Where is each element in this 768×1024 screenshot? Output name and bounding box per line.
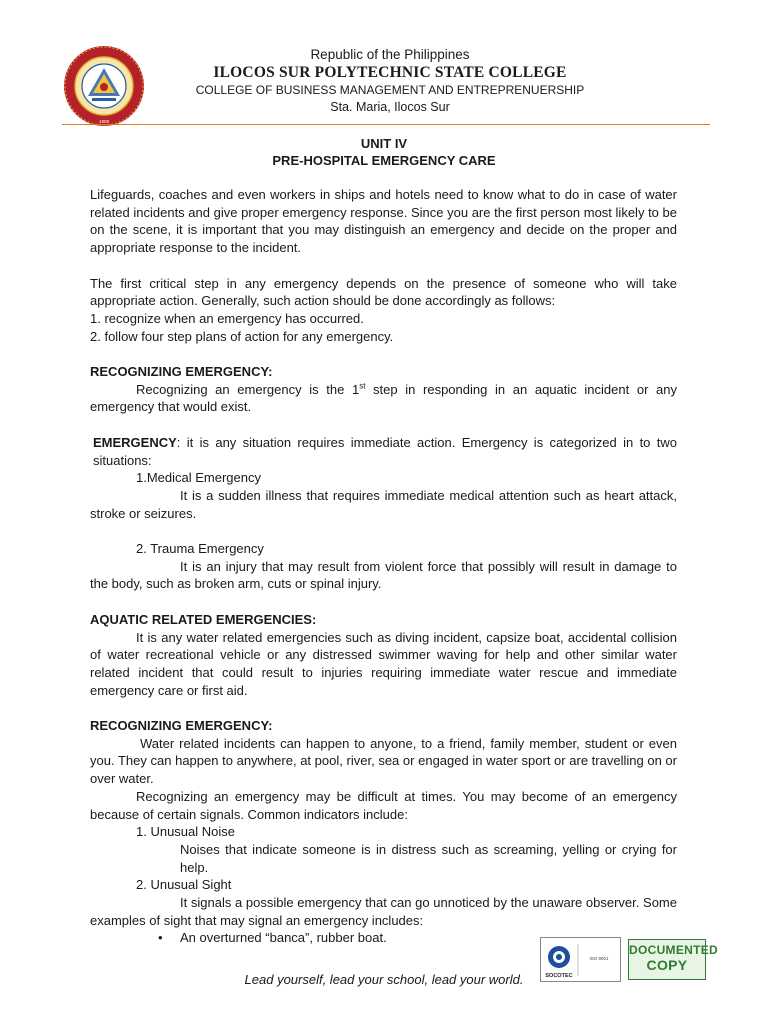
trauma-emergency-text: It is an injury that may result from violent force that possibly will result in damage to the body, such as broken arm, cuts or spinal injury. xyxy=(90,558,677,592)
unit-number: UNIT IV xyxy=(360,136,408,151)
emergency-definition xyxy=(90,434,677,469)
cert-label: SOCOTEC xyxy=(545,973,573,979)
bullet-icon: • xyxy=(158,930,163,946)
stamp-line-1: DOCUMENTED xyxy=(629,943,718,957)
trauma-emergency-label: 2. Trauma Emergency xyxy=(136,541,264,556)
stamp-line-2: COPY xyxy=(646,957,688,973)
footer-motto: Lead yourself, lead your school, lead your world. xyxy=(244,972,524,987)
seal-year: 1908 xyxy=(98,119,110,124)
address-line: Sta. Maria, Ilocos Sur xyxy=(330,100,450,114)
document-body xyxy=(90,186,677,947)
step-1: 1. recognize when an emergency has occurred. xyxy=(90,310,364,326)
recognizing-2-paragraph-2: Recognizing an emergency may be difficult at times. You may become of an emergency because of certain signals. Common indicators include: xyxy=(90,788,677,822)
unusual-noise-text: Noises that indicate someone is in distress such as screaming, yelling or crying for help. xyxy=(180,841,677,875)
medical-emergency-text: It is a sudden illness that requires immediate medical attention such as heart attack, stroke or seizures. xyxy=(90,487,677,521)
institution-name: ILOCOS SUR POLYTECHNIC STATE COLLEGE xyxy=(213,64,567,81)
aquatic-paragraph: It is any water related emergencies such as diving incident, capsize boat, accidental collision of water recreational vehicle or any distressed swimmer waving for help and other similar water related incident that could result to injuries requiring immediate water rescue and immediate emergency care or first aid. xyxy=(90,629,677,698)
emergency-term: EMERGENCY xyxy=(93,434,177,450)
iso-label: ISO 9001 xyxy=(589,956,609,961)
college-seal-logo xyxy=(62,44,146,128)
unusual-sight-label: 2. Unusual Sight xyxy=(136,877,232,893)
emergency-definition-text: : it is any situation requires immediate action. Emergency is categorized in to two situations: xyxy=(93,434,677,468)
country-line: Republic of the Philippines xyxy=(310,47,470,62)
section-heading-recognizing: RECOGNIZING EMERGENCY: xyxy=(90,364,273,379)
step-2: 2. follow four step plans of action for any emergency. xyxy=(90,328,394,344)
header-divider xyxy=(62,124,710,125)
recognizing-text-b: step in responding in an aquatic incident or any emergency that would exist. xyxy=(90,381,677,415)
section-heading-aquatic: AQUATIC RELATED EMERGENCIES: xyxy=(90,611,317,627)
recognizing-paragraph xyxy=(90,381,677,416)
unusual-noise-label: 1. Unusual Noise xyxy=(136,824,235,840)
recognizing-2-paragraph-1: Water related incidents can happen to anyone, to a friend, family member, student or even you. They can happen to anywhere, at pool, river, sea or engaged in water sport or are travelling on or over water. xyxy=(90,735,677,787)
section-heading-recognizing-2: RECOGNIZING EMERGENCY: xyxy=(90,718,273,733)
recognizing-text-a: Recognizing an emergency is the 1 xyxy=(136,381,360,397)
ordinal-suffix: st xyxy=(359,381,366,391)
bullet-text: An overturned “banca”, rubber boat. xyxy=(180,930,387,946)
unusual-sight-text: It signals a possible emergency that can go unnoticed by the unaware observer. Some examples of sight that may signal an emergency includes: xyxy=(90,895,677,928)
unit-title-block xyxy=(0,135,768,169)
college-name: COLLEGE OF BUSINESS MANAGEMENT AND ENTREPRENUERSHIP xyxy=(195,83,585,97)
medical-emergency-label: 1.Medical Emergency xyxy=(136,470,261,486)
unit-title: PRE-HOSPITAL EMERGENCY CARE xyxy=(272,153,496,168)
intro-paragraph-1: Lifeguards, coaches and even workers in ships and hotels need to know what to do in case of water related incidents and give proper emergency response. Since you are the first person most likely to be on the scene, it is important that you may distinguish an emergency and decide on the proper and appropriate response to the incident. xyxy=(90,187,677,256)
intro-paragraph-2: The first critical step in any emergency depends on the presence of someone who will take appropriate action. Generally, such action should be done accordingly as follows: xyxy=(90,275,677,309)
letterhead xyxy=(160,46,620,116)
